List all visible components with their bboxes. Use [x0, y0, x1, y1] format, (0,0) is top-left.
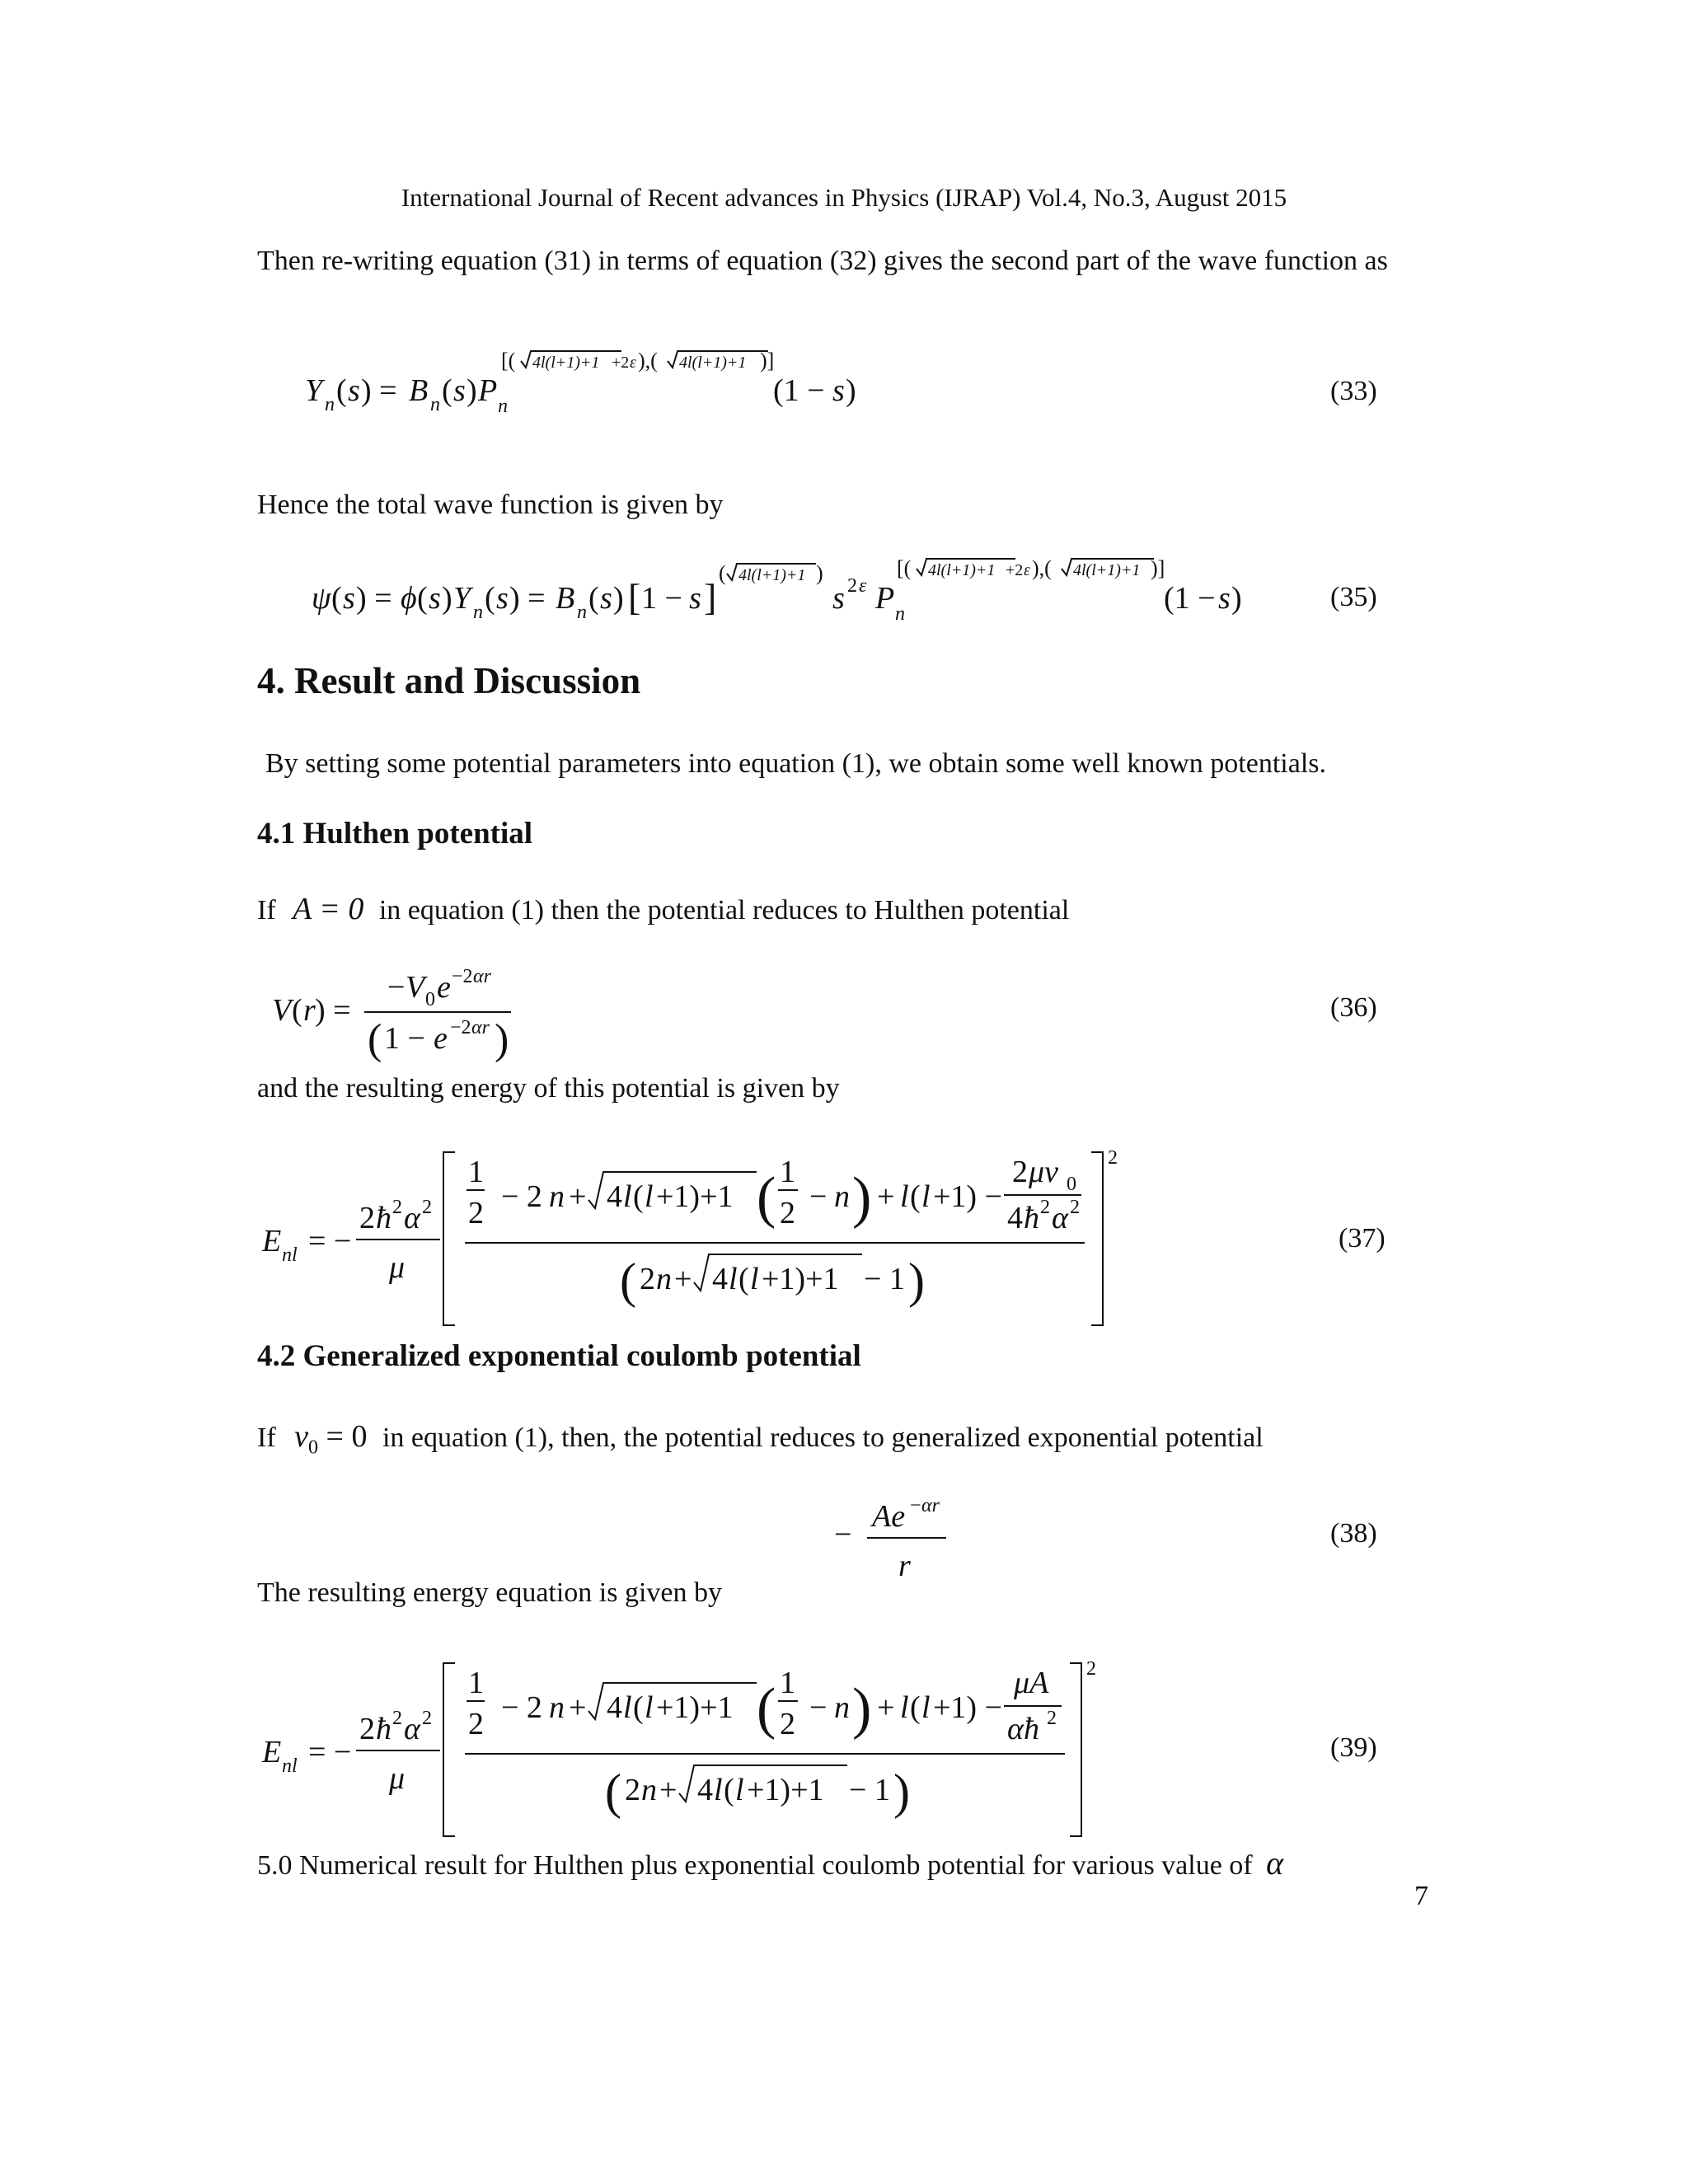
svg-text:l: l [921, 1179, 931, 1214]
svg-text:s: s [429, 581, 441, 616]
svg-text:(: ( [588, 581, 599, 616]
svg-text:ϕ: ϕ [401, 581, 417, 616]
svg-text:2: 2 [1040, 1197, 1050, 1218]
svg-text:2: 2 [1012, 1155, 1028, 1189]
paragraph-5-0-text: 5.0 Numerical result for Hulthen plus exponential coulomb potential for various value of [257, 1850, 1253, 1881]
svg-text:s: s [832, 581, 845, 616]
running-header: International Journal of Recent advances in Physics (IJRAP) Vol.4, No.3, August 2015 [401, 183, 1287, 212]
page-number: 7 [1414, 1881, 1428, 1911]
svg-text:μA: μA [1014, 1666, 1049, 1700]
equation-number-36: (36) [1330, 992, 1377, 1023]
inline-math-equals-zero: = 0 [318, 1419, 368, 1454]
inline-math-a-zero: A = 0 [293, 892, 364, 926]
svg-text:nl: nl [282, 1244, 298, 1266]
svg-text:+: + [674, 1262, 692, 1296]
svg-text:4: 4 [607, 1179, 622, 1214]
paragraph-4-1-lead: If [257, 895, 276, 926]
svg-text:[: [ [628, 576, 641, 618]
svg-text:2: 2 [359, 1201, 375, 1235]
svg-text:α: α [404, 1712, 420, 1746]
svg-text:−2: −2 [450, 1017, 471, 1038]
svg-text:n: n [473, 602, 483, 623]
svg-text:(: ( [292, 993, 302, 1028]
svg-text:V: V [272, 993, 292, 1028]
svg-text:ε: ε [630, 354, 636, 372]
svg-text:): ) [613, 581, 624, 616]
svg-text:1 −: 1 − [641, 581, 682, 616]
svg-text:s: s [343, 581, 355, 616]
svg-text:+: + [877, 1690, 895, 1725]
paragraph-5-0 [257, 1843, 1283, 1884]
svg-text:2: 2 [1070, 1197, 1080, 1218]
svg-text:(: ( [719, 561, 726, 585]
svg-text:− 2: − 2 [501, 1179, 542, 1214]
paragraph-4-2-lead: If [257, 1422, 276, 1453]
svg-text:2: 2 [468, 1196, 484, 1230]
svg-text:−: − [834, 1517, 852, 1552]
svg-text:μ: μ [389, 1761, 406, 1796]
svg-text:): ) [893, 1765, 910, 1819]
svg-text:+1)+1: +1)+1 [656, 1690, 734, 1725]
svg-text:[(: [( [897, 556, 912, 580]
section-4-title: 4. Result and Discussion [257, 660, 641, 701]
subsection-4-2-title: 4.2 Generalized exponential coulomb potential [257, 1339, 861, 1373]
svg-text:ħ: ħ [1024, 1201, 1039, 1235]
svg-text:(: ( [417, 581, 428, 616]
equation-37 [257, 1146, 1131, 1335]
svg-text:(: ( [485, 581, 495, 616]
svg-text:2: 2 [468, 1707, 484, 1741]
svg-text:αr: αr [473, 966, 491, 987]
svg-text:n: n [834, 1690, 850, 1725]
svg-text:4: 4 [607, 1690, 622, 1725]
svg-text:E: E [262, 1224, 282, 1258]
svg-text:+: + [569, 1179, 587, 1214]
svg-text:): ) [442, 581, 452, 616]
svg-text:(1 −: (1 − [773, 373, 825, 408]
svg-text:ħ: ħ [376, 1712, 392, 1746]
svg-text:+: + [877, 1179, 895, 1214]
paragraph-section-4: By setting some potential parameters into equation (1), we obtain some well known potentials. [265, 748, 1327, 779]
svg-text:): ) [852, 1166, 872, 1230]
svg-text:2: 2 [625, 1773, 640, 1807]
svg-text:4l(l+1)+1: 4l(l+1)+1 [1073, 561, 1141, 579]
svg-text:1: 1 [468, 1155, 484, 1189]
svg-text:αr: αr [921, 1495, 940, 1516]
svg-text:): ) [846, 373, 856, 408]
svg-text:+1)+1: +1)+1 [762, 1262, 839, 1296]
svg-text:s: s [600, 581, 612, 616]
svg-text:2: 2 [392, 1197, 402, 1218]
svg-text:) =: ) = [509, 581, 546, 616]
svg-text:2: 2 [780, 1707, 795, 1741]
svg-text:(: ( [331, 581, 342, 616]
svg-text:P: P [875, 581, 895, 616]
svg-text:(: ( [633, 1690, 644, 1725]
svg-text:0: 0 [425, 989, 435, 1010]
svg-text:1: 1 [780, 1666, 795, 1700]
svg-text:l: l [714, 1773, 723, 1807]
svg-text:2: 2 [359, 1712, 375, 1746]
svg-text:E: E [262, 1735, 282, 1769]
svg-text:2: 2 [422, 1197, 432, 1218]
svg-text:+2: +2 [612, 354, 630, 372]
svg-text:l: l [735, 1773, 744, 1807]
subsection-4-1-title: 4.1 Hulthen potential [257, 817, 533, 851]
svg-text:): ) [908, 1254, 925, 1308]
equation-36 [272, 956, 536, 1071]
svg-text:−: − [809, 1179, 828, 1214]
svg-text:+1) −: +1) − [933, 1179, 1003, 1214]
svg-text:(: ( [368, 1016, 382, 1063]
svg-text:(: ( [757, 1166, 776, 1230]
svg-text:Y: Y [305, 373, 323, 408]
svg-text:) =: ) = [356, 581, 392, 616]
svg-text:+: + [569, 1690, 587, 1725]
svg-text:s: s [348, 373, 360, 408]
svg-text:4l(l+1)+1: 4l(l+1)+1 [679, 354, 747, 372]
svg-text:2: 2 [1047, 1708, 1057, 1729]
svg-text:P: P [478, 373, 498, 408]
svg-text:− 2: − 2 [501, 1690, 542, 1725]
inline-math-v-subscript: 0 [308, 1436, 319, 1459]
svg-text:n: n [549, 1690, 565, 1725]
svg-text:l: l [750, 1262, 759, 1296]
svg-text:(: ( [442, 373, 452, 408]
svg-text:]: ] [704, 576, 717, 618]
svg-text:s: s [453, 373, 466, 408]
svg-text:ε: ε [1024, 561, 1030, 579]
svg-text:(: ( [724, 1773, 734, 1807]
svg-text:(: ( [620, 1254, 636, 1308]
paragraph-4-1-rest: in equation (1) then the potential reduces to Hulthen potential [378, 895, 1070, 926]
svg-text:2: 2 [1108, 1147, 1118, 1169]
svg-text:−: − [910, 1495, 921, 1516]
svg-text:n: n [641, 1773, 657, 1807]
svg-text:μv: μv [1029, 1155, 1058, 1189]
svg-text:0: 0 [1067, 1174, 1076, 1195]
svg-text:4: 4 [1007, 1201, 1023, 1235]
svg-text:s: s [496, 581, 509, 616]
svg-text:−2: −2 [452, 966, 473, 987]
svg-text:− 1: − 1 [864, 1262, 905, 1296]
svg-text:Ae: Ae [872, 1499, 906, 1534]
paragraph-total-wave: Hence the total wave function is given by [257, 490, 724, 520]
inline-math-v: v [294, 1419, 309, 1454]
svg-text:−: − [387, 970, 406, 1005]
svg-text:)]: )] [1151, 556, 1165, 580]
svg-text:n: n [577, 602, 587, 623]
svg-text:(: ( [336, 373, 347, 408]
equation-number-38: (38) [1330, 1518, 1377, 1549]
svg-text:+1) −: +1) − [933, 1690, 1003, 1725]
svg-text:r: r [303, 993, 316, 1028]
svg-text:+1)+1: +1)+1 [656, 1179, 734, 1214]
svg-text:(: ( [757, 1677, 776, 1741]
svg-text:n: n [656, 1262, 672, 1296]
svg-text:): ) [467, 373, 477, 408]
svg-text:2: 2 [1086, 1658, 1096, 1680]
svg-text:[(: [( [501, 349, 516, 373]
inline-math-v0-zero [294, 1419, 368, 1459]
svg-text:2: 2 [640, 1262, 655, 1296]
svg-text:n: n [325, 394, 335, 415]
svg-text:2: 2 [780, 1196, 795, 1230]
svg-text:2: 2 [392, 1708, 402, 1729]
equation-35 [312, 552, 1243, 635]
svg-text:(1 −: (1 − [1164, 581, 1216, 616]
svg-text:nl: nl [282, 1755, 298, 1777]
svg-text:): ) [1231, 581, 1242, 616]
svg-text:l: l [921, 1690, 931, 1725]
svg-text:) =: ) = [315, 993, 351, 1028]
equation-number-39: (39) [1330, 1732, 1377, 1763]
svg-text:(: ( [605, 1765, 621, 1819]
svg-text:ħ: ħ [376, 1201, 392, 1235]
paragraph-4-1-energy: and the resulting energy of this potential is given by [257, 1073, 840, 1104]
svg-text:s: s [832, 373, 845, 408]
svg-text:(: ( [910, 1690, 921, 1725]
svg-text:1 −: 1 − [384, 1021, 425, 1056]
svg-text:e: e [434, 1021, 448, 1056]
svg-text:(: ( [738, 1262, 749, 1296]
equation-39 [257, 1657, 1114, 1846]
svg-text:l: l [729, 1262, 738, 1296]
svg-text:4: 4 [697, 1773, 713, 1807]
svg-text:− 1: − 1 [849, 1773, 890, 1807]
svg-text:),(: ),( [638, 349, 658, 373]
svg-text:4l(l+1)+1: 4l(l+1)+1 [738, 566, 806, 584]
svg-text:s: s [1218, 581, 1231, 616]
equation-number-33: (33) [1330, 376, 1377, 406]
svg-text:),(: ),( [1032, 556, 1052, 580]
svg-text:αħ: αħ [1007, 1712, 1039, 1746]
equation-number-37: (37) [1339, 1223, 1386, 1254]
svg-text:αr: αr [471, 1017, 490, 1038]
svg-text:4l(l+1)+1: 4l(l+1)+1 [928, 561, 996, 579]
svg-text:l: l [645, 1690, 654, 1725]
svg-text:(: ( [910, 1179, 921, 1214]
svg-text:): ) [495, 1016, 509, 1063]
svg-text:n: n [430, 394, 440, 415]
svg-text:1: 1 [780, 1155, 795, 1189]
svg-text:1: 1 [468, 1666, 484, 1700]
svg-text:α: α [404, 1201, 420, 1235]
svg-text:n: n [834, 1179, 850, 1214]
svg-text:α: α [1052, 1201, 1068, 1235]
svg-text:n: n [549, 1179, 565, 1214]
alpha-symbol: α [1266, 1844, 1284, 1882]
svg-text:e: e [437, 970, 451, 1005]
svg-text:l: l [623, 1179, 632, 1214]
svg-text:4: 4 [712, 1262, 728, 1296]
svg-text:s: s [689, 581, 701, 616]
svg-text:V: V [406, 970, 425, 1005]
paragraph-4-2 [257, 1418, 1264, 1460]
paragraph-4-2-rest: in equation (1), then, the potential reduces to generalized exponential potential [382, 1422, 1264, 1453]
svg-text:4l(l+1)+1: 4l(l+1)+1 [532, 354, 600, 372]
svg-text:= −: = − [308, 1735, 352, 1769]
svg-text:μ: μ [389, 1250, 406, 1285]
svg-text:l: l [645, 1179, 654, 1214]
svg-text:n: n [895, 603, 905, 625]
svg-text:)]: )] [760, 349, 775, 373]
equation-38 [834, 1490, 958, 1597]
svg-text:B: B [556, 581, 575, 616]
paragraph-4-2-energy: The resulting energy equation is given by [257, 1577, 723, 1608]
svg-text:) =: ) = [361, 373, 397, 408]
svg-text:−: − [809, 1690, 828, 1725]
svg-text:+1)+1: +1)+1 [747, 1773, 824, 1807]
svg-text:ε: ε [859, 575, 867, 597]
svg-text:): ) [816, 561, 823, 585]
svg-text:+: + [659, 1773, 678, 1807]
svg-text:ψ: ψ [312, 581, 331, 616]
svg-text:l: l [623, 1690, 632, 1725]
paragraph-intro: Then re-writing equation (31) in terms of equation (32) gives the second part of the wave function as [257, 246, 1388, 276]
paragraph-4-1 [257, 890, 1069, 930]
svg-text:l: l [900, 1179, 909, 1214]
equation-33 [305, 346, 931, 429]
svg-text:2: 2 [422, 1708, 432, 1729]
svg-text:+2: +2 [1006, 561, 1024, 579]
svg-text:Y: Y [453, 581, 471, 616]
svg-text:r: r [898, 1549, 911, 1583]
svg-text:n: n [498, 396, 508, 417]
svg-text:= −: = − [308, 1224, 352, 1258]
svg-text:B: B [409, 373, 429, 408]
svg-text:(: ( [633, 1179, 644, 1214]
svg-text:l: l [900, 1690, 909, 1725]
svg-text:2: 2 [847, 575, 857, 597]
equation-number-35: (35) [1330, 582, 1377, 612]
svg-text:): ) [852, 1677, 872, 1741]
